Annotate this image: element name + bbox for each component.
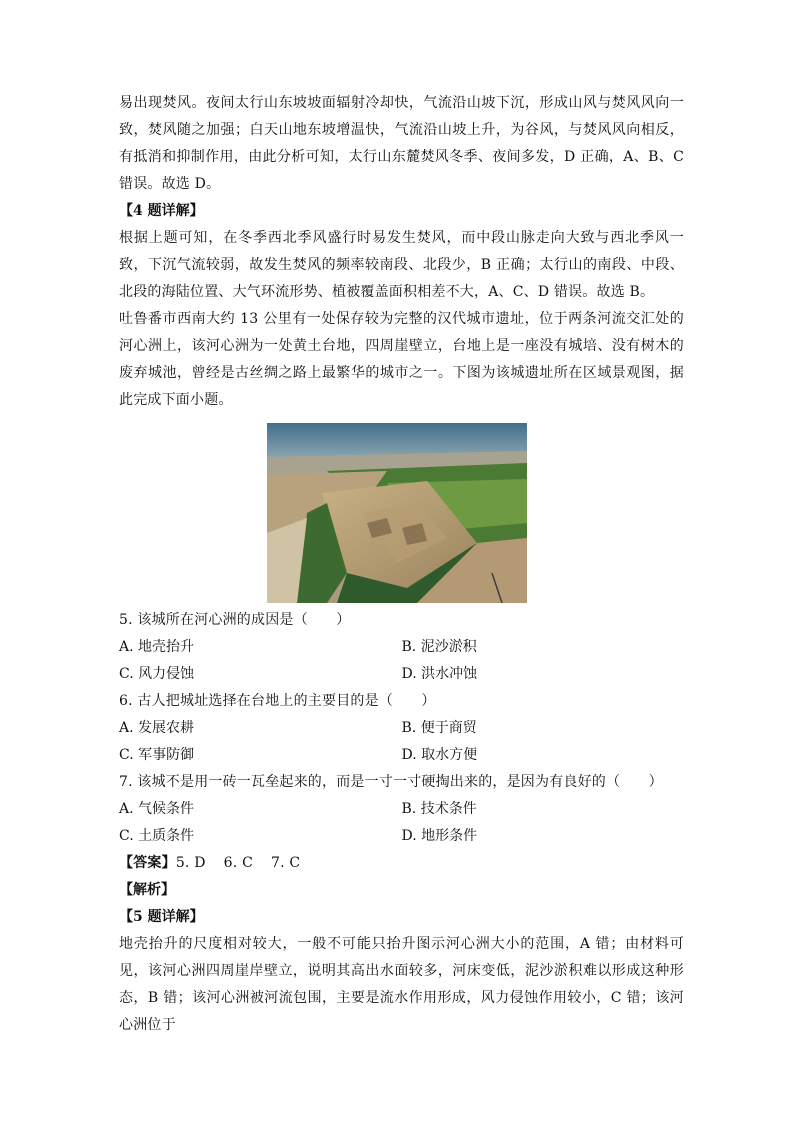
question-5-options-row-2 xyxy=(119,661,684,688)
answer-6: 6. C xyxy=(223,855,253,871)
answer-line xyxy=(119,850,684,877)
answer-label: 【答案】 xyxy=(119,855,176,871)
paragraph-foehn-conclusion: 易出现焚风。夜间太行山东坡坡面辐射冷却快，气流沿山坡下沉，形成山风与焚风风向一致，焚风随之加强；白天山地东坡增温快，气流沿山坡上升，为谷风，与焚风风向相反，有抵消和抑制作用，由此分析可知，太行山东麓焚风冬季、夜间多发，D 正确，A、B、C 错误。故选 D。 xyxy=(119,95,684,192)
question-5-stem: 5. 该城所在河心洲的成因是（ ） xyxy=(119,612,351,628)
q5-option-c: C. 风力侵蚀 xyxy=(119,666,195,682)
paragraph-q5-analysis: 地壳抬升的尺度相对较大，一般不可能只抬升图示河心洲大小的范围，A 错；由材料可见，该河心洲四周崖岸壁立，说明其高出水面较多，河床变低，泥沙淤积难以形成这种形态，B 错；该河心洲被河流包围，主要是流水作用形成，风力侵蚀作用较小，C 错；该河心洲位于 xyxy=(119,936,684,1033)
question-5 xyxy=(119,607,684,688)
q7-option-d: D. 地形条件 xyxy=(401,828,478,844)
question-6-options-row-2 xyxy=(119,742,684,769)
question-6 xyxy=(119,688,684,769)
question-6-stem: 6. 古人把城址选择在台地上的主要目的是（ ） xyxy=(119,693,436,709)
q5-option-d: D. 洪水冲蚀 xyxy=(401,666,478,682)
question-7-options-row-1 xyxy=(119,796,684,823)
q6-option-a: A. 发展农耕 xyxy=(119,720,195,736)
q7-option-b: B. 技术条件 xyxy=(401,801,477,817)
q7-option-a: A. 气候条件 xyxy=(119,801,195,817)
q6-option-c: C. 军事防御 xyxy=(119,747,195,763)
heading-q4-detail: 【4 题详解】 xyxy=(119,203,204,219)
answer-5: 5. D xyxy=(175,855,206,871)
question-7 xyxy=(119,769,684,850)
landscape-photo xyxy=(267,423,527,603)
question-6-options-row-1 xyxy=(119,715,684,742)
q6-option-b: B. 便于商贸 xyxy=(401,720,477,736)
paragraph-material-intro: 吐鲁番市西南大约 13 公里有一处保存较为完整的汉代城市遗址，位于两条河流交汇处的河心洲上，该河心洲为一处黄土台地，四周崖壁立，台地上是一座没有城培、没有树木的废弃城池，曾经是古丝绸之路上最繁华的城市之一。下图为该城遗址所在区域景观图，据此完成下面小题。 xyxy=(119,311,684,408)
answer-7: 7. C xyxy=(270,855,301,871)
question-7-stem: 7. 该城不是用一砖一瓦垒起来的，而是一寸一寸硬掏出来的，是因为有良好的（ ） xyxy=(119,774,663,790)
question-5-options-row-1 xyxy=(119,634,684,661)
question-7-options-row-2 xyxy=(119,823,684,850)
q6-option-d: D. 取水方便 xyxy=(401,747,478,763)
document-page xyxy=(119,90,684,1039)
q7-option-c: C. 土质条件 xyxy=(119,828,195,844)
q5-option-b: B. 泥沙淤积 xyxy=(401,639,477,655)
heading-q5-detail: 【5 题详解】 xyxy=(119,909,204,925)
aerial-ruins-image xyxy=(267,423,527,603)
q5-option-a: A. 地壳抬升 xyxy=(119,639,195,655)
paragraph-q4-analysis: 根据上题可知，在冬季西北季风盛行时易发生焚风，而中段山脉走向大致与西北季风一致，下沉气流较弱，故发生焚风的频率较南段、北段少，B 正确；太行山的南段、中段、北段的海陆位置、大气环流形势、植被覆盖面积相差不大，A、C、D 错误。故选 B。 xyxy=(119,230,684,300)
analysis-label: 【解析】 xyxy=(119,882,175,898)
